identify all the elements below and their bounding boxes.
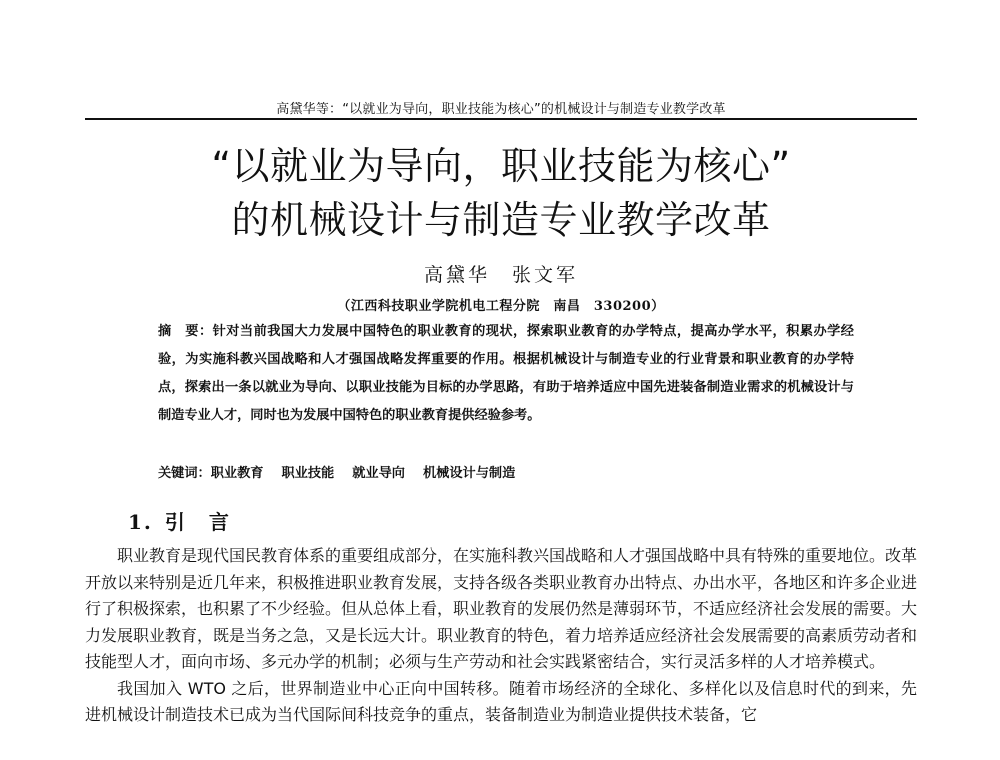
keywords xyxy=(158,462,854,481)
section-title: 引 言 xyxy=(164,510,231,534)
body-paragraph: 我国加入 WTO 之后，世界制造业中心正向中国转移。随着市场经济的全球化、多样化以及信息时代的到来，先进机械设计制造技术已成为当代国际间科技竞争的重点，装备制造业为制造业提供技术装备，它 xyxy=(85,678,917,724)
keyword: 就业导向 xyxy=(352,466,405,481)
body-paragraph: 职业教育是现代国民教育体系的重要组成部分，在实施科教兴国战略和人才强国战略中具有特殊的重要地位。改革开放以来特别是近几年来，积极推进职业教育发展，支持各级各类职业教育办出特点、办出水平，各地区和许多企业进行了积极探索，也积累了不少经验。但从总体上看，职业教育的发展仍然是薄弱环节，不适应经济社会发展的需要。大力发展职业教育，既是当务之急，又是长远大计。职业教育的特色，着力培养适应经济社会发展需要的高素质劳动者和技能型人才，面向市场、多元办学的机制；必须与生产劳动和社会实践紧密结合，实行灵活多样的人才培养模式。 xyxy=(85,546,918,671)
section-heading xyxy=(128,506,231,535)
abstract xyxy=(158,318,854,430)
title-line-1: “以就业为导向，职业技能为核心” xyxy=(211,144,791,188)
abstract-label: 摘 要： xyxy=(158,324,213,339)
keyword: 职业教育 xyxy=(210,466,264,481)
author-name: 张文军 xyxy=(512,264,579,286)
keyword: 机械设计与制造 xyxy=(423,466,516,481)
affiliation: （江西科技职业学院机电工程分院 南昌 330200） xyxy=(337,299,665,314)
keyword: 职业技能 xyxy=(281,466,335,481)
title-line-2: 的机械设计与制造专业教学改革 xyxy=(231,198,771,242)
author-name: 高黛华 xyxy=(423,264,490,286)
author-list xyxy=(85,260,917,287)
running-header: 高黛华等：“以就业为导向，职业技能为核心”的机械设计与制造专业教学改革 xyxy=(276,102,726,117)
keywords-label: 关键词： xyxy=(158,466,211,481)
header-rule xyxy=(85,118,917,120)
section-number: 1. xyxy=(128,510,153,534)
body-text xyxy=(85,543,917,729)
abstract-text: 针对当前我国大力发展中国特色的职业教育的现状，探索职业教育的办学特点，提高办学水平，积累办学经验，为实施科教兴国战略和人才强国战略发挥重要的作用。根据机械设计与制造专业的行业背景和职业教育的办学特点，探索出一条以就业为导向、以职业技能为目标的办学思路，有助于培养适应中国先进装备制造业需求的机械设计与制造专业人才，同时也为发展中国特色的职业教育提供经验参考。 xyxy=(158,324,854,423)
